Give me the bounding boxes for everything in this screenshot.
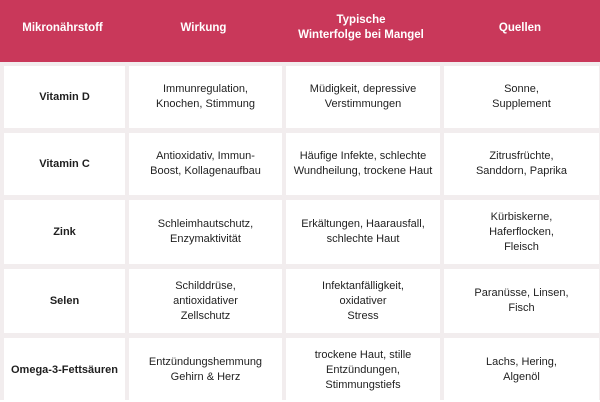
row-omega3-deficiency: trockene Haut, stille Entzündungen, Stimmungstiefs xyxy=(286,338,440,402)
row-vitamin-d-deficiency: Müdigkeit, depressive Verstimmungen xyxy=(286,66,440,128)
row-vitamin-d-effect: Immunregulation, Knochen, Stimmung xyxy=(129,66,282,128)
row-vitamin-d-name: Vitamin D xyxy=(4,66,125,128)
row-vitamin-c-effect: Antioxidativ, Immun- Boost, Kollagenaufbau xyxy=(129,133,282,195)
row-selen-sources: Paranüsse, Linsen, Fisch xyxy=(444,269,599,333)
row-vitamin-c-deficiency: Häufige Infekte, schlechte Wundheilung, trockene Haut xyxy=(286,133,440,195)
row-vitamin-c-name: Vitamin C xyxy=(4,133,125,195)
row-zink-deficiency: Erkältungen, Haarausfall, schlechte Haut xyxy=(286,200,440,264)
row-zink-name: Zink xyxy=(4,200,125,264)
row-zink-effect: Schleimhautschutz, Enzymaktivität xyxy=(129,200,282,264)
header-sources: Quellen xyxy=(498,21,542,34)
row-selen-deficiency: Infektanfälligkeit, oxidativer Stress xyxy=(286,269,440,333)
header-micronutrient: Mikronährstoff xyxy=(22,21,103,34)
header-winter-deficiency: Typische Winterfolge bei Mangel xyxy=(298,14,424,41)
table-header xyxy=(0,0,600,62)
row-selen-effect: Schilddrüse, antioxidativer Zellschutz xyxy=(129,269,282,333)
table-grid xyxy=(4,66,600,402)
table-body xyxy=(0,62,600,400)
row-omega3-effect: Entzündungshemmung Gehirn & Herz xyxy=(129,338,282,402)
row-vitamin-d-sources: Sonne, Supplement xyxy=(444,66,599,128)
header-effect: Wirkung xyxy=(180,21,227,34)
row-selen-name: Selen xyxy=(4,269,125,333)
row-omega3-sources: Lachs, Hering, Algenöl xyxy=(444,338,599,402)
row-omega3-name: Omega-3-Fettsäuren xyxy=(4,338,125,402)
row-zink-sources: Kürbiskerne, Haferflocken, Fleisch xyxy=(444,200,599,264)
row-vitamin-c-sources: Zitrusfrüchte, Sanddorn, Paprika xyxy=(444,133,599,195)
